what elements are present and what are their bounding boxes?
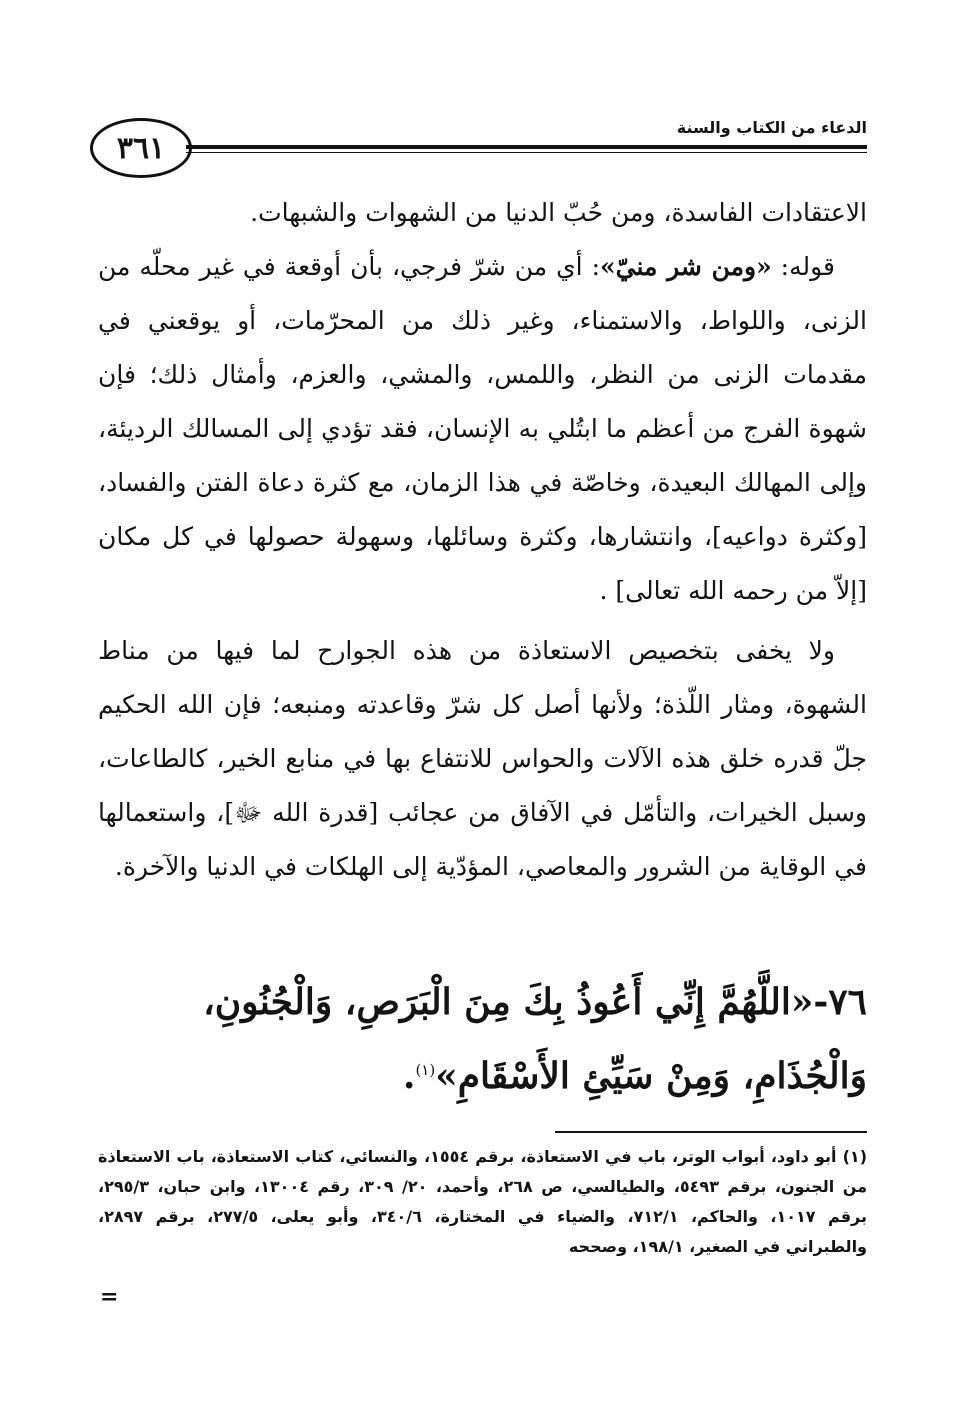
header-rule-thin [186,152,867,153]
page-number-text: ٣٦١ [116,130,166,166]
footnote-continuation-mark: = [100,1284,119,1310]
running-title: الدعاء من الكتاب والسنة [676,118,867,137]
footnote-marker: (١) [415,1061,436,1079]
hadith-end: . [402,1055,416,1097]
p1-quote: «ومن شر منيّ» [600,252,772,281]
footnote-rule [555,1131,867,1133]
hadith-76 [98,968,867,1110]
p1-prefix: قوله: [771,252,835,281]
footnote-1: (١) أبو داود، أبواب الوتر، باب في الاستعاذة، برقم ١٥٥٤، والنسائي، كتاب الاستعاذة، باب الاستعاذة من الجنون، برقم ٥٤٩٣، والطيالسي، ص ٢٦٨، وأحمد، ٢٠/ ٣٠٩، رقم ١٣٠٠٤، وابن حبان، ٢٩٥/٣، برقم ١٠١٧، والحاكم، ٧١٢/١، والضياء في المختارة، ٣٤٠/٦، وأبو يعلى، ٢٧٧/٥، برقم ٢٨٩٧، والطبراني في الصغير، ١٩٨/١، وصححه [98,1147,868,1256]
p1-text: : أي من شرّ فرجي، بأن أوقعة في غير محلّه من الزنى، واللواط، والاستمناء، وغير ذلك من المحرّمات، أو يوقعني في مقدمات الزنى من النظر، واللمس، والمشي، والعزم، وأمثال ذلك؛ فإن شهوة الفرج من أعظم ما ابتُلي به الإنسان، فقد تؤدي إلى المسالك الرديئة، وإلى المهالك البعيدة، وخاصّة في هذا الزمان، مع كثرة دعاة الفتن والفساد، [وكثرة دواعيه]، وانتشارها، وكثرة وسائلها، وسهولة حصولها في كل مكان [إلاّ من رحمه الله تعالى] . [98,252,868,605]
footnotes [98,1142,867,1262]
hadith-text: «اللَّهُمَّ إِنِّي أَعُوذُ بِكَ مِنَ الْبَرَصِ، وَالْجُنُونِ، وَالْجُذَامِ، وَمِنْ سَيِّئِ الأَسْقَامِ» [203,981,867,1097]
paragraph-1 [98,240,867,618]
body-line-1: الاعتقادات الفاسدة، ومن حُبّ الدنيا من الشهوات والشبهات. [250,198,867,227]
body-text [98,186,867,894]
paragraph-2: ولا يخفى بتخصيص الاستعاذة من هذه الجوارح لما فيها من مناط الشهوة، ومثار اللّذة؛ ولأنها أصل كل شرّ وقاعدته ومنبعه؛ فإن الله الحكيم جلّ قدره خلق هذه الآلات والحواس للانتفاع بها في منابع الخير، كالطاعات، وسبل الخيرات، والتأمّل في الآفاق من عجائب [قدرة الله ﷻ]، واستعمالها في الوقاية من الشرور والمعاصي، المؤدّية إلى الهلكات في الدنيا والآخرة. [98,636,867,881]
header-rule [186,145,867,149]
hadith-number: ٧٦- [813,981,867,1023]
page-number [90,118,192,178]
